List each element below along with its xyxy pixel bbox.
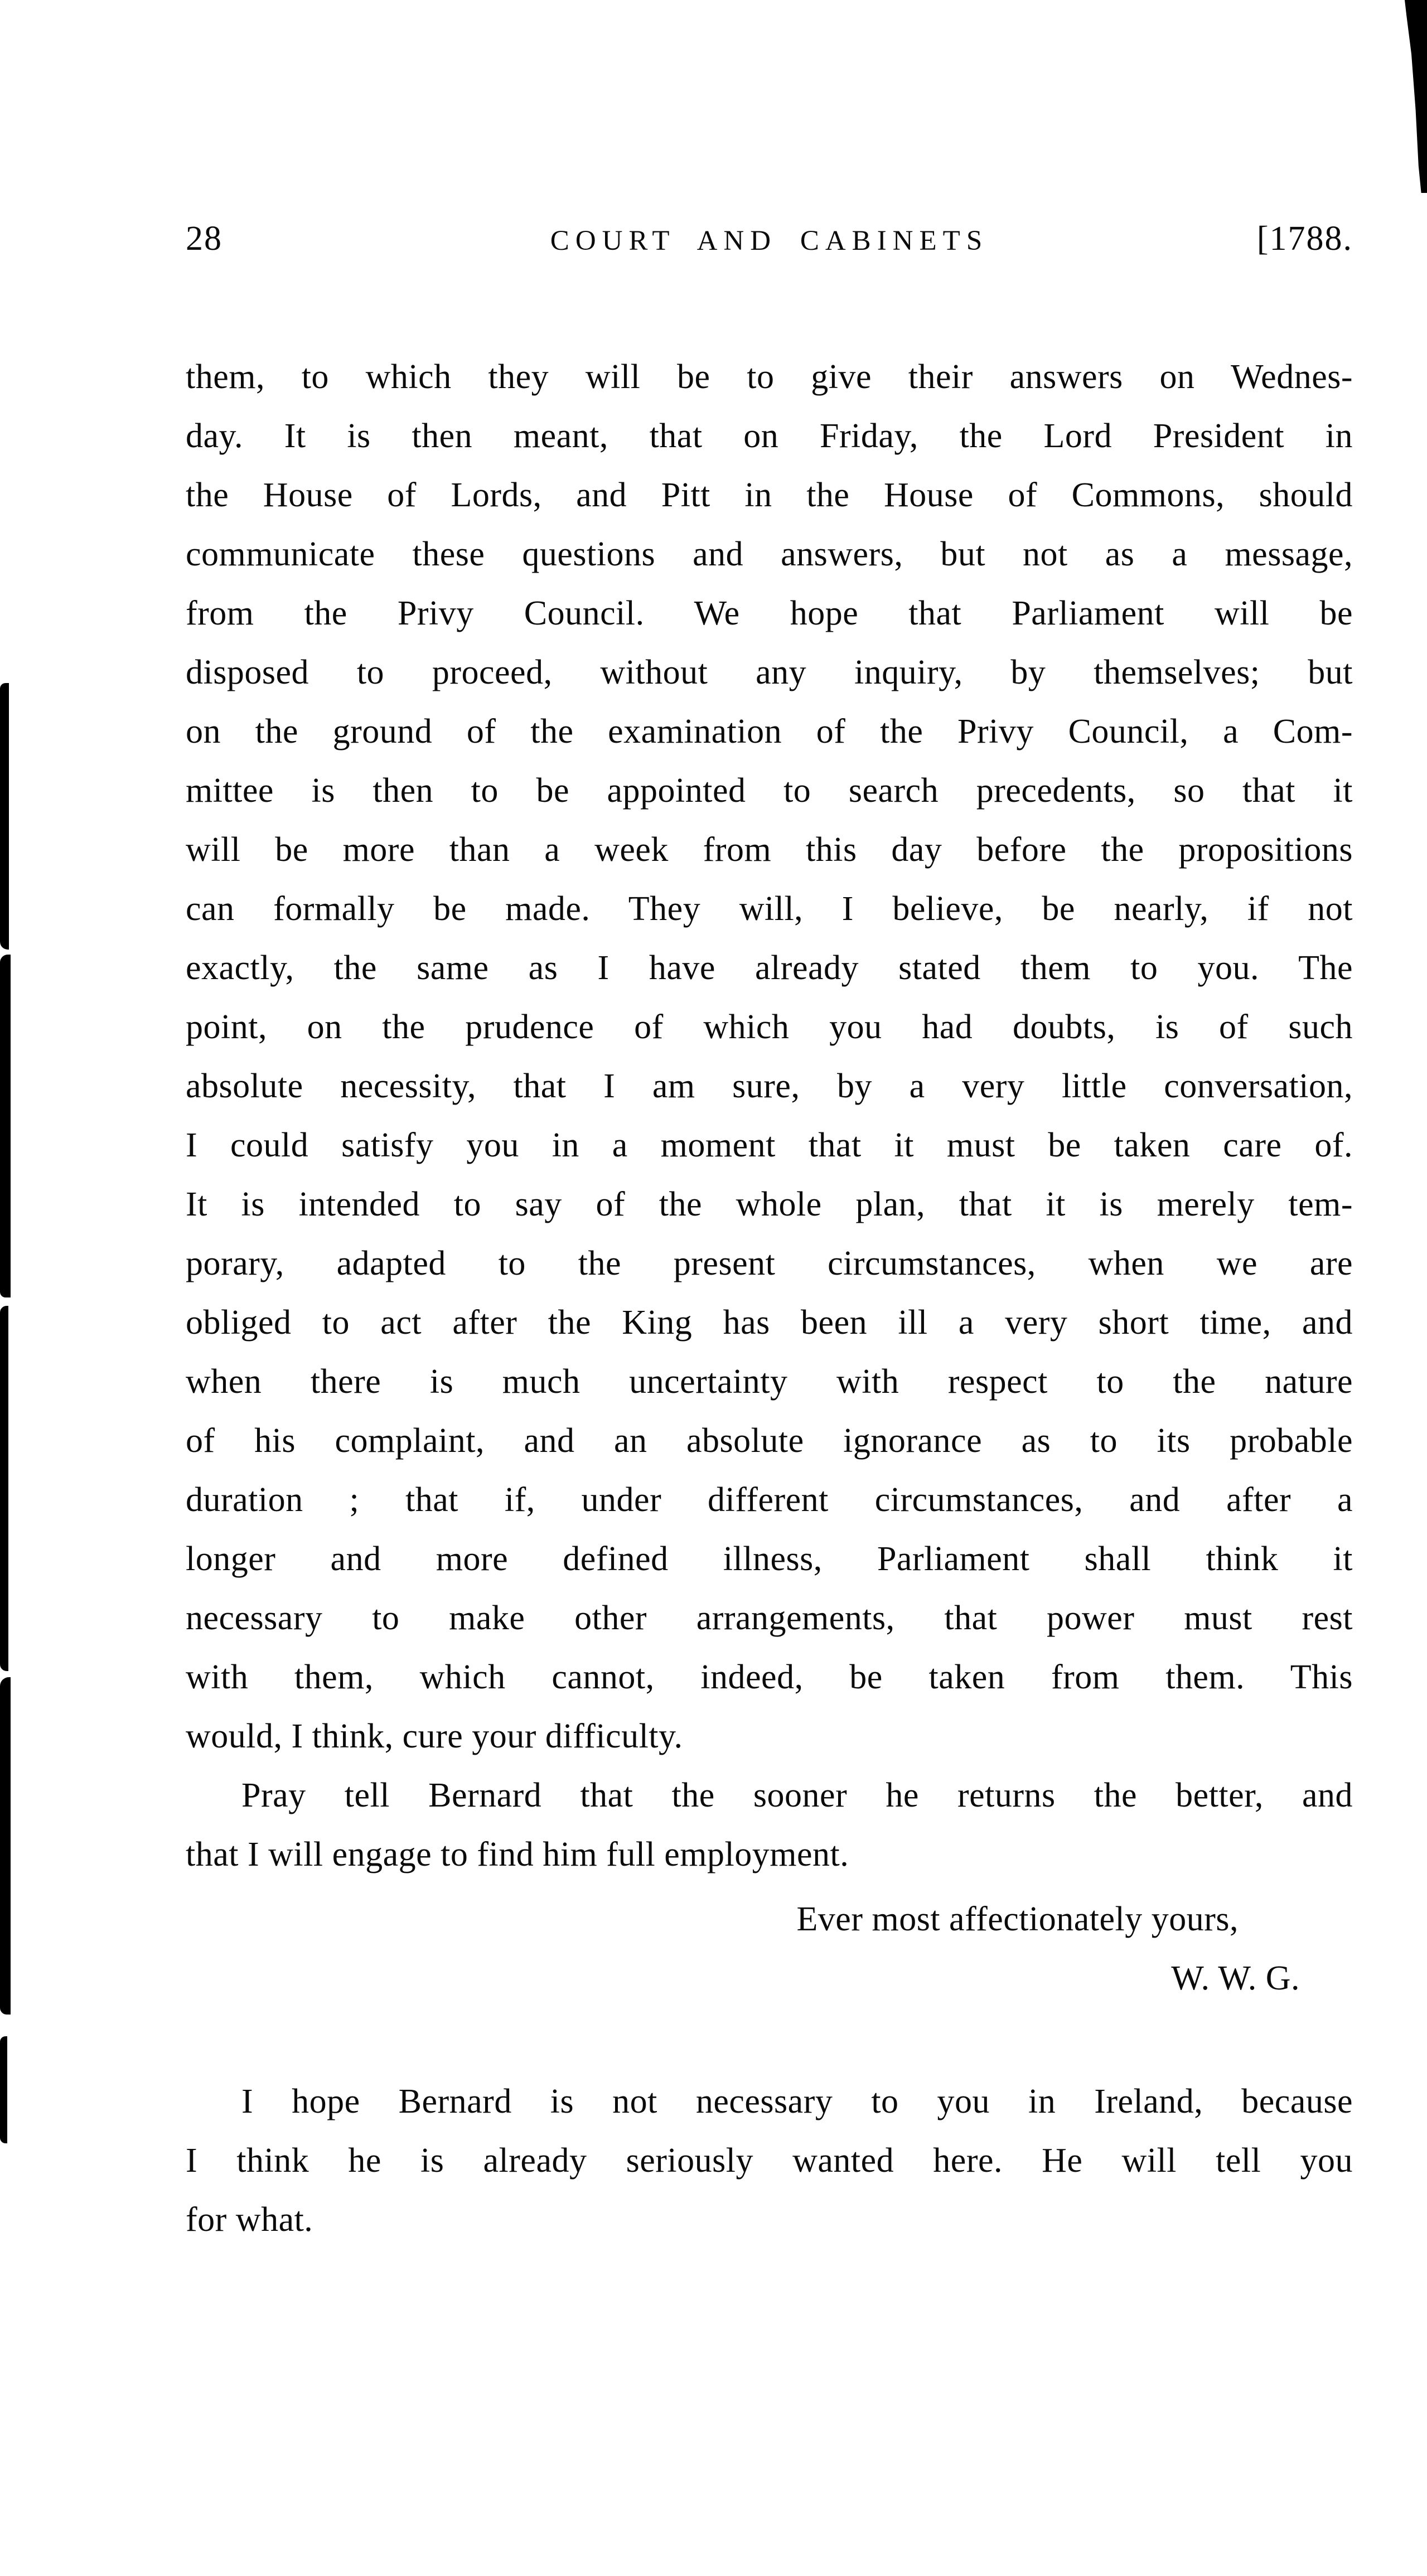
text-line: mittee is then to be appointed to search precedents, so that it: [186, 772, 1353, 810]
text-line: duration ; that if, under different circumstances, and after a: [186, 1481, 1353, 1519]
text-line: It is intended to say of the whole plan, that it is merely tem-: [186, 1185, 1353, 1223]
text-line: when there is much uncertainty with respect to the nature: [186, 1363, 1353, 1401]
scan-artifact-right-edge: [0, 1306, 8, 1671]
page-header: [186, 219, 1353, 259]
text-line: can formally be made. They will, I believe, be nearly, if not: [186, 890, 1353, 928]
text-line: on the ground of the examination of the Privy Council, a Com-: [186, 713, 1353, 750]
scan-artifact-right-edge: [0, 955, 11, 1297]
scan-artifact-right-edge: [0, 683, 9, 950]
text-line: disposed to proceed, without any inquiry, by themselves; but: [186, 653, 1353, 691]
text-line: from the Privy Council. We hope that Parliament will be: [186, 594, 1353, 632]
text-line: point, on the prudence of which you had doubts, is of such: [186, 1008, 1353, 1046]
scan-artifact-top-right-corner: [1405, 0, 1427, 193]
text-line: that I will engage to find him full employment.: [186, 1836, 849, 1873]
text-line: necessary to make other arrangements, that power must rest: [186, 1599, 1353, 1637]
text-line: Ever most affectionately yours,: [796, 1900, 1239, 1938]
text-line: them, to which they will be to give their answers on Wednes-: [186, 358, 1353, 396]
text-line: communicate these questions and answers, but not as a message,: [186, 535, 1353, 573]
text-line: of his complaint, and an absolute ignorance as to its probable: [186, 1422, 1353, 1460]
text-line: I hope Bernard is not necessary to you in Ireland, because: [241, 2083, 1353, 2120]
text-line: obliged to act after the King has been ill a very short time, and: [186, 1304, 1353, 1342]
text-line: for what.: [186, 2201, 313, 2239]
text-line: with them, which cannot, indeed, be taken from them. This: [186, 1658, 1353, 1696]
running-title: COURT AND CABINETS: [550, 225, 989, 256]
text-line: I think he is already seriously wanted here. He will tell you: [186, 2142, 1353, 2180]
text-line: absolute necessity, that I am sure, by a very little conversation,: [186, 1067, 1353, 1105]
text-line: Pray tell Bernard that the sooner he returns the better, and: [241, 1776, 1353, 1814]
text-line: day. It is then meant, that on Friday, the Lord President in: [186, 417, 1353, 455]
date-marker: [1788.: [1256, 220, 1353, 258]
text-line: will be more than a week from this day before the propositions: [186, 831, 1353, 869]
letter-body: [186, 347, 1353, 2249]
text-line: porary, adapted to the present circumstances, when we are: [186, 1245, 1353, 1282]
text-line: W. W. G.: [1171, 1959, 1300, 1997]
scan-artifact-right-edge: [0, 2036, 7, 2143]
text-line: would, I think, cure your difficulty.: [186, 1717, 683, 1755]
scan-artifact-right-edge: [0, 1677, 11, 2015]
page-number: 28: [186, 220, 222, 258]
text-line: longer and more defined illness, Parliament shall think it: [186, 1540, 1353, 1578]
text-line: the House of Lords, and Pitt in the House of Commons, should: [186, 476, 1353, 514]
text-line: exactly, the same as I have already stated them to you. The: [186, 949, 1353, 987]
text-line: I could satisfy you in a moment that it must be taken care of.: [186, 1126, 1353, 1164]
